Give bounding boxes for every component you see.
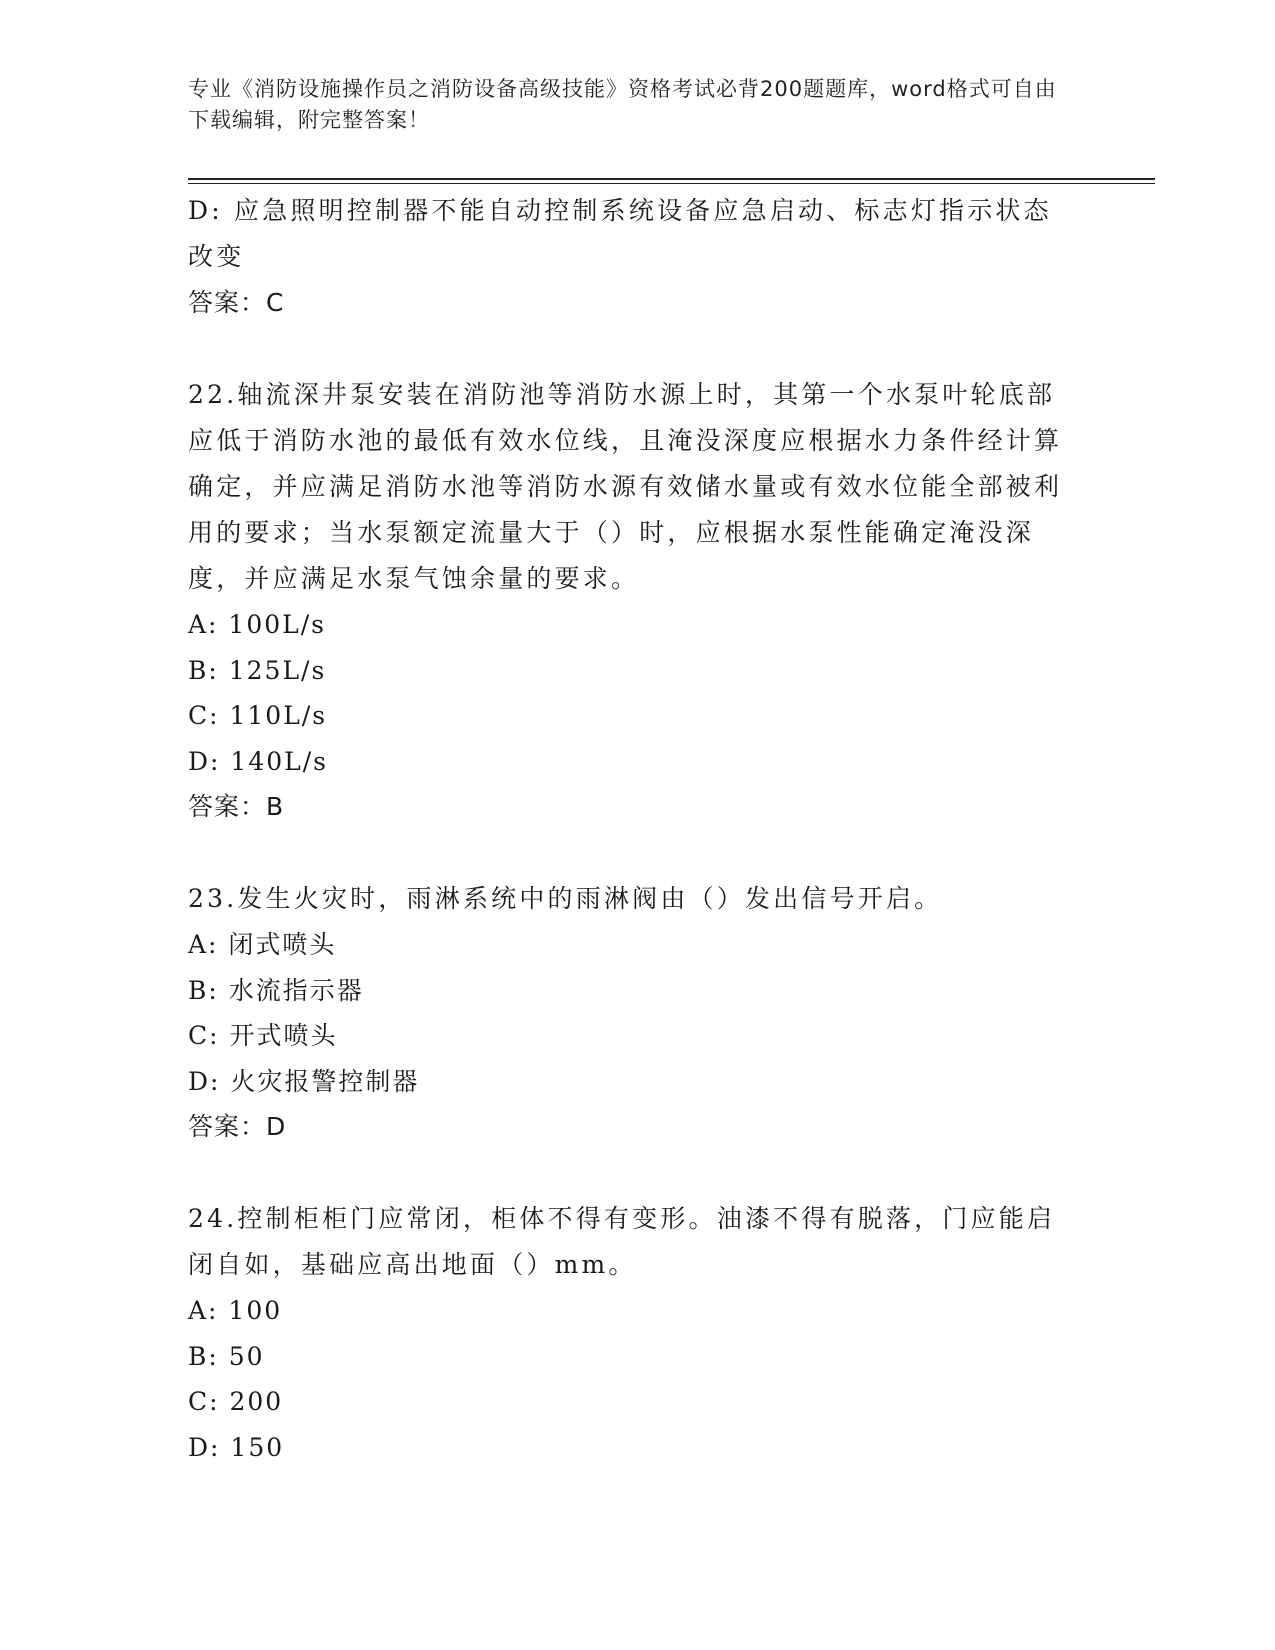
spacer — [188, 830, 1078, 876]
option-a: A: 100 — [188, 1296, 283, 1325]
document-header: 专业《消防设施操作员之消防设备高级技能》资格考试必背200题题库，word格式可自由下载编辑，附完整答案！ — [188, 77, 1057, 132]
option-c: C: 110L/s — [188, 701, 328, 730]
option-a: A: 100L/s — [188, 610, 326, 639]
header-divider-thin — [188, 183, 1155, 184]
spacer — [188, 326, 1078, 372]
option-b: B: 50 — [188, 1341, 265, 1371]
question-content — [188, 188, 1078, 1470]
question-text: 24.控制柜柜门应常闭，柜体不得有变形。油漆不得有脱落，门应能启闭自如，基础应高出地面（）mm。 — [188, 1204, 1056, 1279]
question-23 — [188, 876, 1078, 1150]
spacer — [188, 1150, 1078, 1196]
answer: 答案：D — [188, 1112, 287, 1141]
header-divider-thick — [188, 178, 1155, 180]
partial-answer: 答案：C — [188, 288, 285, 317]
question-24 — [188, 1196, 1078, 1470]
option-d: D: 150 — [188, 1432, 285, 1462]
question-text: 23.发生火灾时，雨淋系统中的雨淋阀由（）发出信号开启。 — [188, 884, 943, 913]
partial-option-d: D: 应急照明控制器不能自动控制系统设备应急启动、标志灯指示状态改变 — [188, 196, 1052, 271]
option-d: D: 火灾报警控制器 — [188, 1066, 420, 1096]
question-22 — [188, 372, 1078, 830]
option-b: B: 125L/s — [188, 655, 327, 685]
question-text: 22.轴流深井泵安装在消防池等消防水源上时，其第一个水泵叶轮底部应低于消防水池的最低有效水位线，且淹没深度应根据水力条件经计算确定，并应满足消防水池等消防水源有效储水量或有效水位能全部被利用的要求；当水泵额定流量大于（）时，应根据水泵性能确定淹没深度，并应满足水泵气蚀余量的要求。 — [188, 380, 1063, 593]
option-c: C: 200 — [188, 1387, 284, 1416]
option-d: D: 140L/s — [188, 746, 328, 776]
option-a: A: 闭式喷头 — [188, 930, 337, 959]
option-c: C: 开式喷头 — [188, 1021, 338, 1050]
answer: 答案：B — [188, 792, 285, 821]
option-b: B: 水流指示器 — [188, 975, 364, 1005]
